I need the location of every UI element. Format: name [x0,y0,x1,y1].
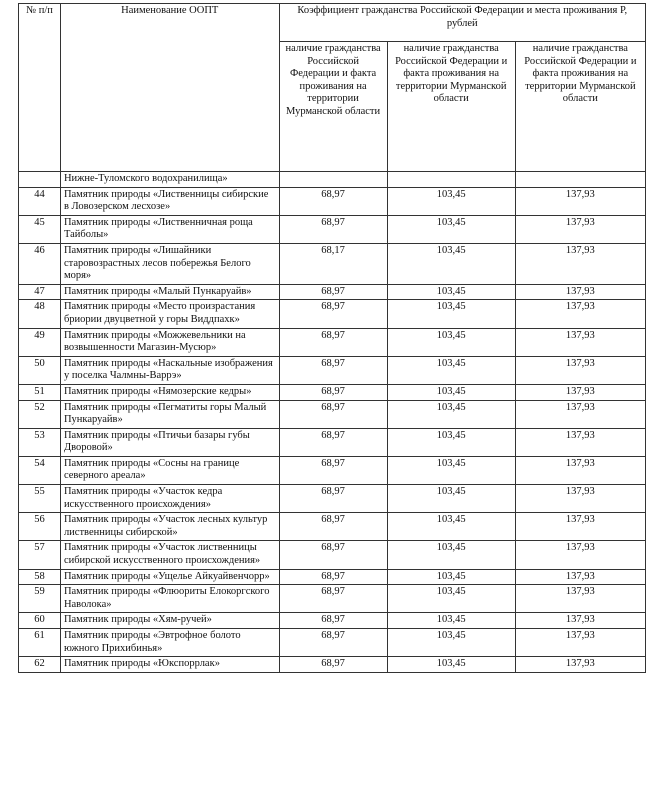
header-number: № п/п [19,4,61,172]
row-number-cell: 61 [19,629,61,657]
row-value-cell: 137,93 [515,187,645,215]
row-value-cell: 68,97 [279,328,387,356]
continuation-empty-cell [387,172,515,188]
row-value-cell: 103,45 [387,284,515,300]
row-number-cell: 60 [19,613,61,629]
row-number-cell: 45 [19,215,61,243]
row-value-cell: 103,45 [387,613,515,629]
row-number-cell: 59 [19,585,61,613]
table-row [19,356,646,384]
row-name-cell: Памятник природы «Наскальные изображения у поселка Чалмны-Варрэ» [60,356,279,384]
row-value-cell: 103,45 [387,657,515,673]
row-name-cell: Памятник природы «Эвтрофное болото южного Прихибинья» [60,629,279,657]
continuation-empty-cell [279,172,387,188]
subheader-cell: наличие гражданства Российской Федерации и факта проживания на территории Мурманской области [279,42,387,172]
row-name-cell: Памятник природы «Птичьи базары губы Дворовой» [60,428,279,456]
row-value-cell: 103,45 [387,384,515,400]
row-number-cell: 58 [19,569,61,585]
row-number-cell: 56 [19,513,61,541]
row-value-cell: 137,93 [515,300,645,328]
row-value-cell: 103,45 [387,215,515,243]
table-row [19,569,646,585]
row-number-cell: 50 [19,356,61,384]
row-name-cell: Памятник природы «Ущелье Айкуайвенчорр» [60,569,279,585]
row-value-cell: 68,97 [279,585,387,613]
table-row [19,243,646,284]
row-value-cell: 68,97 [279,187,387,215]
table-row [19,657,646,673]
row-value-cell: 103,45 [387,456,515,484]
table-row [19,585,646,613]
row-value-cell: 68,97 [279,456,387,484]
header-row [19,4,646,42]
row-number-cell: 54 [19,456,61,484]
row-name-cell: Памятник природы «Малый Пункаруайв» [60,284,279,300]
row-value-cell: 137,93 [515,485,645,513]
row-number-cell: 49 [19,328,61,356]
row-number-cell: 55 [19,485,61,513]
row-value-cell: 137,93 [515,569,645,585]
row-name-cell: Памятник природы «Лишайники старовозрастных лесов побережья Белого моря» [60,243,279,284]
row-value-cell: 137,93 [515,384,645,400]
row-value-cell: 137,93 [515,284,645,300]
row-value-cell: 137,93 [515,243,645,284]
table-row [19,187,646,215]
row-value-cell: 68,97 [279,513,387,541]
row-value-cell: 68,97 [279,613,387,629]
row-name-cell: Памятник природы «Участок кедра искусственного происхождения» [60,485,279,513]
row-value-cell: 103,45 [387,485,515,513]
row-value-cell: 137,93 [515,356,645,384]
row-value-cell: 68,97 [279,356,387,384]
header-name: Наименование ООПТ [60,4,279,172]
row-value-cell: 137,93 [515,456,645,484]
row-value-cell: 103,45 [387,300,515,328]
row-value-cell: 68,97 [279,215,387,243]
table-row [19,513,646,541]
row-value-cell: 68,97 [279,569,387,585]
row-name-cell: Памятник природы «Участок лиственницы сибирской искусственного происхождения» [60,541,279,569]
row-value-cell: 137,93 [515,613,645,629]
row-value-cell: 103,45 [387,243,515,284]
row-number-cell: 46 [19,243,61,284]
table-row [19,613,646,629]
table-row [19,485,646,513]
row-number-cell: 52 [19,400,61,428]
row-value-cell: 68,97 [279,657,387,673]
row-value-cell: 103,45 [387,569,515,585]
row-value-cell: 68,97 [279,428,387,456]
row-value-cell: 103,45 [387,356,515,384]
row-value-cell: 103,45 [387,428,515,456]
row-value-cell: 137,93 [515,541,645,569]
row-value-cell: 68,17 [279,243,387,284]
table-row [19,284,646,300]
continuation-name-cell: Нижне-Туломского водохранилища» [60,172,279,188]
row-value-cell: 103,45 [387,187,515,215]
row-number-cell: 48 [19,300,61,328]
row-name-cell: Памятник природы «Флюориты Елокоргского Наволока» [60,585,279,613]
table-row [19,384,646,400]
table-row [19,456,646,484]
table-row [19,215,646,243]
row-value-cell: 68,97 [279,300,387,328]
continuation-number-cell [19,172,61,188]
row-value-cell: 137,93 [515,657,645,673]
row-value-cell: 137,93 [515,328,645,356]
row-value-cell: 103,45 [387,513,515,541]
row-value-cell: 68,97 [279,485,387,513]
row-value-cell: 103,45 [387,400,515,428]
row-name-cell: Памятник природы «Сосны на границе северного ареала» [60,456,279,484]
row-value-cell: 137,93 [515,629,645,657]
continuation-empty-cell [515,172,645,188]
row-number-cell: 57 [19,541,61,569]
header-coefficient: Коэффициент гражданства Российской Федерации и места проживания Р, рублей [279,4,646,42]
row-value-cell: 137,93 [515,513,645,541]
row-value-cell: 68,97 [279,400,387,428]
row-value-cell: 68,97 [279,629,387,657]
row-name-cell: Памятник природы «Можжевельники на возвышенности Магазин-Мусюр» [60,328,279,356]
row-name-cell: Памятник природы «Нямозерские кедры» [60,384,279,400]
row-value-cell: 68,97 [279,284,387,300]
row-value-cell: 137,93 [515,400,645,428]
row-value-cell: 103,45 [387,629,515,657]
table-row [19,428,646,456]
row-number-cell: 53 [19,428,61,456]
row-name-cell: Памятник природы «Лиственничная роща Тайболы» [60,215,279,243]
row-name-cell: Памятник природы «Юкспоррлак» [60,657,279,673]
row-name-cell: Памятник природы «Участок лесных культур лиственницы сибирской» [60,513,279,541]
table-row [19,629,646,657]
row-value-cell: 137,93 [515,215,645,243]
continuation-row [19,172,646,188]
row-number-cell: 47 [19,284,61,300]
row-name-cell: Памятник природы «Место произрастания бриории двуцветной у горы Виддпахк» [60,300,279,328]
table-row [19,541,646,569]
row-value-cell: 103,45 [387,541,515,569]
document-page [18,3,646,673]
row-number-cell: 51 [19,384,61,400]
table-row [19,300,646,328]
subheader-cell: наличие гражданства Российской Федерации и факта проживания на территории Мурманской области [387,42,515,172]
row-value-cell: 103,45 [387,585,515,613]
table-row [19,400,646,428]
row-number-cell: 62 [19,657,61,673]
row-value-cell: 137,93 [515,585,645,613]
table-row [19,328,646,356]
coefficient-table [18,3,646,673]
row-name-cell: Памятник природы «Лиственницы сибирские в Ловозерском лесхозе» [60,187,279,215]
row-name-cell: Памятник природы «Хям-ручей» [60,613,279,629]
row-value-cell: 68,97 [279,384,387,400]
row-value-cell: 68,97 [279,541,387,569]
row-number-cell: 44 [19,187,61,215]
row-value-cell: 103,45 [387,328,515,356]
subheader-cell: наличие гражданства Российской Федерации и факта проживания на территории Мурманской области [515,42,645,172]
row-name-cell: Памятник природы «Пегматиты горы Малый Пункаруайв» [60,400,279,428]
row-value-cell: 137,93 [515,428,645,456]
